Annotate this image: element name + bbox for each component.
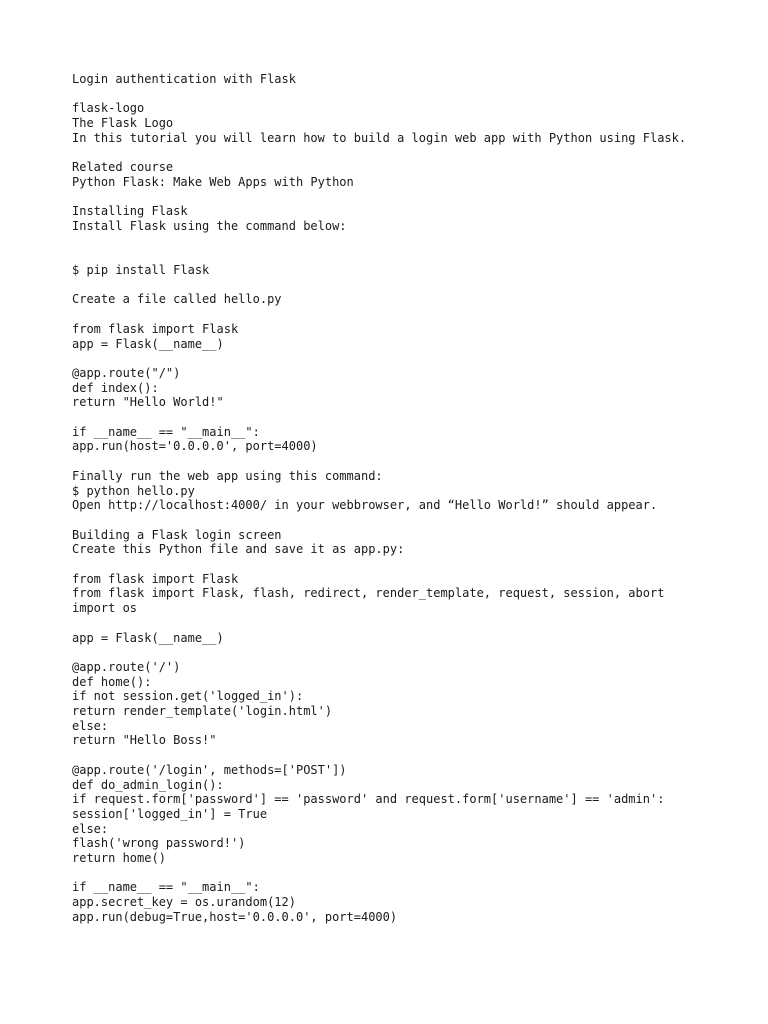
code-line: return home() xyxy=(72,851,166,866)
installing-heading: Installing Flask xyxy=(72,204,188,219)
code-line: def do_admin_login(): xyxy=(72,777,224,792)
code-line: def index(): xyxy=(72,380,159,395)
open-browser-text: Open http://localhost:4000/ in your webbrowser, and “Hello World!” should appear. xyxy=(72,498,658,513)
code-line: from flask import Flask xyxy=(72,321,239,336)
code-line: else: xyxy=(72,821,109,836)
intro-paragraph: In this tutorial you will learn how to build a login web app with Python using Flask. xyxy=(72,130,687,145)
login-route-block xyxy=(72,763,732,866)
intro-block xyxy=(72,101,732,145)
code-line: @app.route("/") xyxy=(72,365,181,380)
hello-main-block xyxy=(72,425,732,454)
installing-text: Install Flask using the command below: xyxy=(72,218,347,233)
home-route-block xyxy=(72,660,732,748)
code-line: else: xyxy=(72,718,109,733)
code-line: return "Hello Boss!" xyxy=(72,733,217,748)
run-command: $ python hello.py xyxy=(72,483,195,498)
code-line: @app.route('/') xyxy=(72,659,181,674)
document-page xyxy=(72,72,732,939)
hello-imports-block xyxy=(72,322,732,351)
login-screen-block xyxy=(72,528,732,557)
code-line: from flask import Flask, flash, redirect, render_template, request, session, abort xyxy=(72,586,665,601)
code-line: app.run(debug=True,host='0.0.0.0', port=4000) xyxy=(72,909,398,924)
app-main-block xyxy=(72,880,732,924)
hello-route-block xyxy=(72,366,732,410)
code-line: from flask import Flask xyxy=(72,571,239,586)
code-line: @app.route('/login', methods=['POST']) xyxy=(72,762,347,777)
app-line-block xyxy=(72,631,732,646)
code-line: if __name__ == "__main__": xyxy=(72,424,260,439)
logo-caption: The Flask Logo xyxy=(72,116,174,131)
create-file-text: Create a file called hello.py xyxy=(72,292,282,307)
app-imports-block xyxy=(72,572,732,616)
code-line: if request.form['password'] == 'password' and request.form['username'] == 'admin': xyxy=(72,792,665,807)
logo-alt-text: flask-logo xyxy=(72,101,145,116)
code-line: return "Hello World!" xyxy=(72,395,224,410)
code-line: if not session.get('logged_in'): xyxy=(72,689,304,704)
code-line: app.run(host='0.0.0.0', port=4000) xyxy=(72,439,318,454)
related-heading: Related course xyxy=(72,160,174,175)
code-line: app.secret_key = os.urandom(12) xyxy=(72,895,296,910)
code-line: app = Flask(__name__) xyxy=(72,630,224,645)
page-title: Login authentication with Flask xyxy=(72,72,296,86)
pip-command: $ pip install Flask xyxy=(72,263,210,278)
code-line: def home(): xyxy=(72,674,152,689)
run-block xyxy=(72,469,732,513)
code-line: session['logged_in'] = True xyxy=(72,806,268,821)
create-file-block xyxy=(72,292,732,307)
code-line: flash('wrong password!') xyxy=(72,836,246,851)
code-line: app = Flask(__name__) xyxy=(72,336,224,351)
related-course-block xyxy=(72,160,732,189)
title-block xyxy=(72,72,732,87)
run-text: Finally run the web app using this command: xyxy=(72,468,383,483)
pip-command-block xyxy=(72,263,732,278)
login-screen-heading: Building a Flask login screen xyxy=(72,527,282,542)
code-line: import os xyxy=(72,601,138,616)
code-line: if __name__ == "__main__": xyxy=(72,880,260,895)
installing-block xyxy=(72,204,732,233)
code-line: return render_template('login.html') xyxy=(72,704,333,719)
related-course-link[interactable]: Python Flask: Make Web Apps with Python xyxy=(72,174,354,189)
login-screen-text: Create this Python file and save it as app.py: xyxy=(72,542,405,557)
